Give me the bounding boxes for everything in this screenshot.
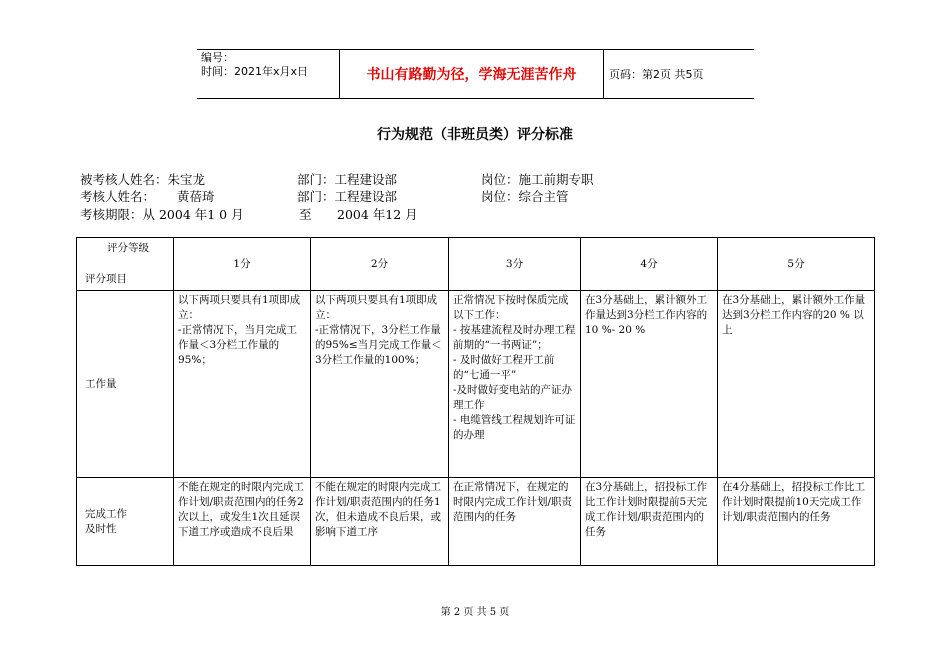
criteria-cell: 不能在规定的时限内完成工作计划/职责范围内的任务1次，但未造成不良后果，或影响下道工序 (311, 478, 449, 566)
page-footer: 第 2 页 共 5 页 (440, 607, 510, 618)
row-label-workload: 工作量 (77, 291, 174, 478)
grade-3: 3分 (449, 238, 581, 291)
criteria-cell: 在3分基础上，招投标工作比工作计划时限提前5天完成工作计划/职责范围内的任务 (581, 478, 718, 566)
criteria-cell: 以下两项只要具有1项即成立： -正常情况下，3分栏工作量的95%≤当月完成工作量＜3分栏工作量的100%； (311, 291, 449, 478)
corner-grade-label: 评分等级 (107, 242, 149, 254)
grade-header-row (77, 238, 875, 291)
grade-1: 1分 (174, 238, 311, 291)
criteria-cell: 在4分基础上，招投标工作比工作计划时限提前10天完成工作计划/职责范围内的任务 (718, 478, 875, 566)
number-label: 编号： (201, 51, 234, 64)
grade-2: 2分 (311, 238, 449, 291)
header-meta (197, 50, 340, 98)
page-title: 行为规范（非班员类）评分标准 (377, 127, 573, 143)
scoring-table (76, 237, 875, 566)
table-row (77, 478, 875, 566)
row-label-timeliness: 完成工作 及时性 (77, 478, 174, 566)
grade-4: 4分 (581, 238, 718, 291)
grade-5: 5分 (718, 238, 875, 291)
criteria-cell: 在3分基础上，累计额外工作量达到3分栏工作内容的20 % 以上 (718, 291, 875, 478)
criteria-cell: 以下两项只要具有1项即成立： -正常情况下，当月完成工作量＜3分栏工作量的95%； (174, 291, 311, 478)
period-end: 2004 年12 月 (337, 207, 418, 222)
criteria-cell: 正常情况下按时保质完成以下工作： - 按基建流程及时办理工程前期的“一书两证”； - 及时做好工程开工前的“七通一平” -及时做好变电站的产证办理工作 - 电缆管线工程规划许可证的办理 (449, 291, 581, 478)
assessor-dept: 部门：工程建设部 (297, 189, 398, 204)
header-page-label: 页码：第2页 共5页 (609, 68, 704, 81)
document-header (197, 49, 754, 99)
period-label: 考核期限：从 2004 年1 0 月 (80, 207, 244, 222)
criteria-cell: 在3分基础上，累计额外工作量达到3分栏工作内容的10 %- 20 % (581, 291, 718, 478)
corner-item-label: 评分项目 (85, 273, 127, 285)
assessee-name: 被考核人姓名：朱宝龙 (80, 172, 206, 187)
criteria-cell: 不能在规定的时限内完成工作计划/职责范围内的任务2次以上，或发生1次且延误下道工序或造成不良后果 (174, 478, 311, 566)
assessor-post: 岗位：综合主管 (481, 189, 569, 204)
assessee-dept: 部门：工程建设部 (297, 172, 398, 187)
period-to: 至 (299, 207, 312, 222)
corner-cell (77, 238, 174, 291)
header-motto: 书山有路勤为径，学海无涯苦作舟 (340, 50, 604, 98)
assessor-label: 考核人姓名： (80, 189, 156, 204)
assessor-name: 黄蓓琦 (177, 189, 215, 204)
time-label: 时间：2021年x月x日 (201, 65, 309, 78)
criteria-cell: 在正常情况下，在规定的时限内完成工作计划/职责范围内的任务 (449, 478, 581, 566)
table-row (77, 291, 875, 478)
assessee-post: 岗位：施工前期专职 (481, 172, 594, 187)
